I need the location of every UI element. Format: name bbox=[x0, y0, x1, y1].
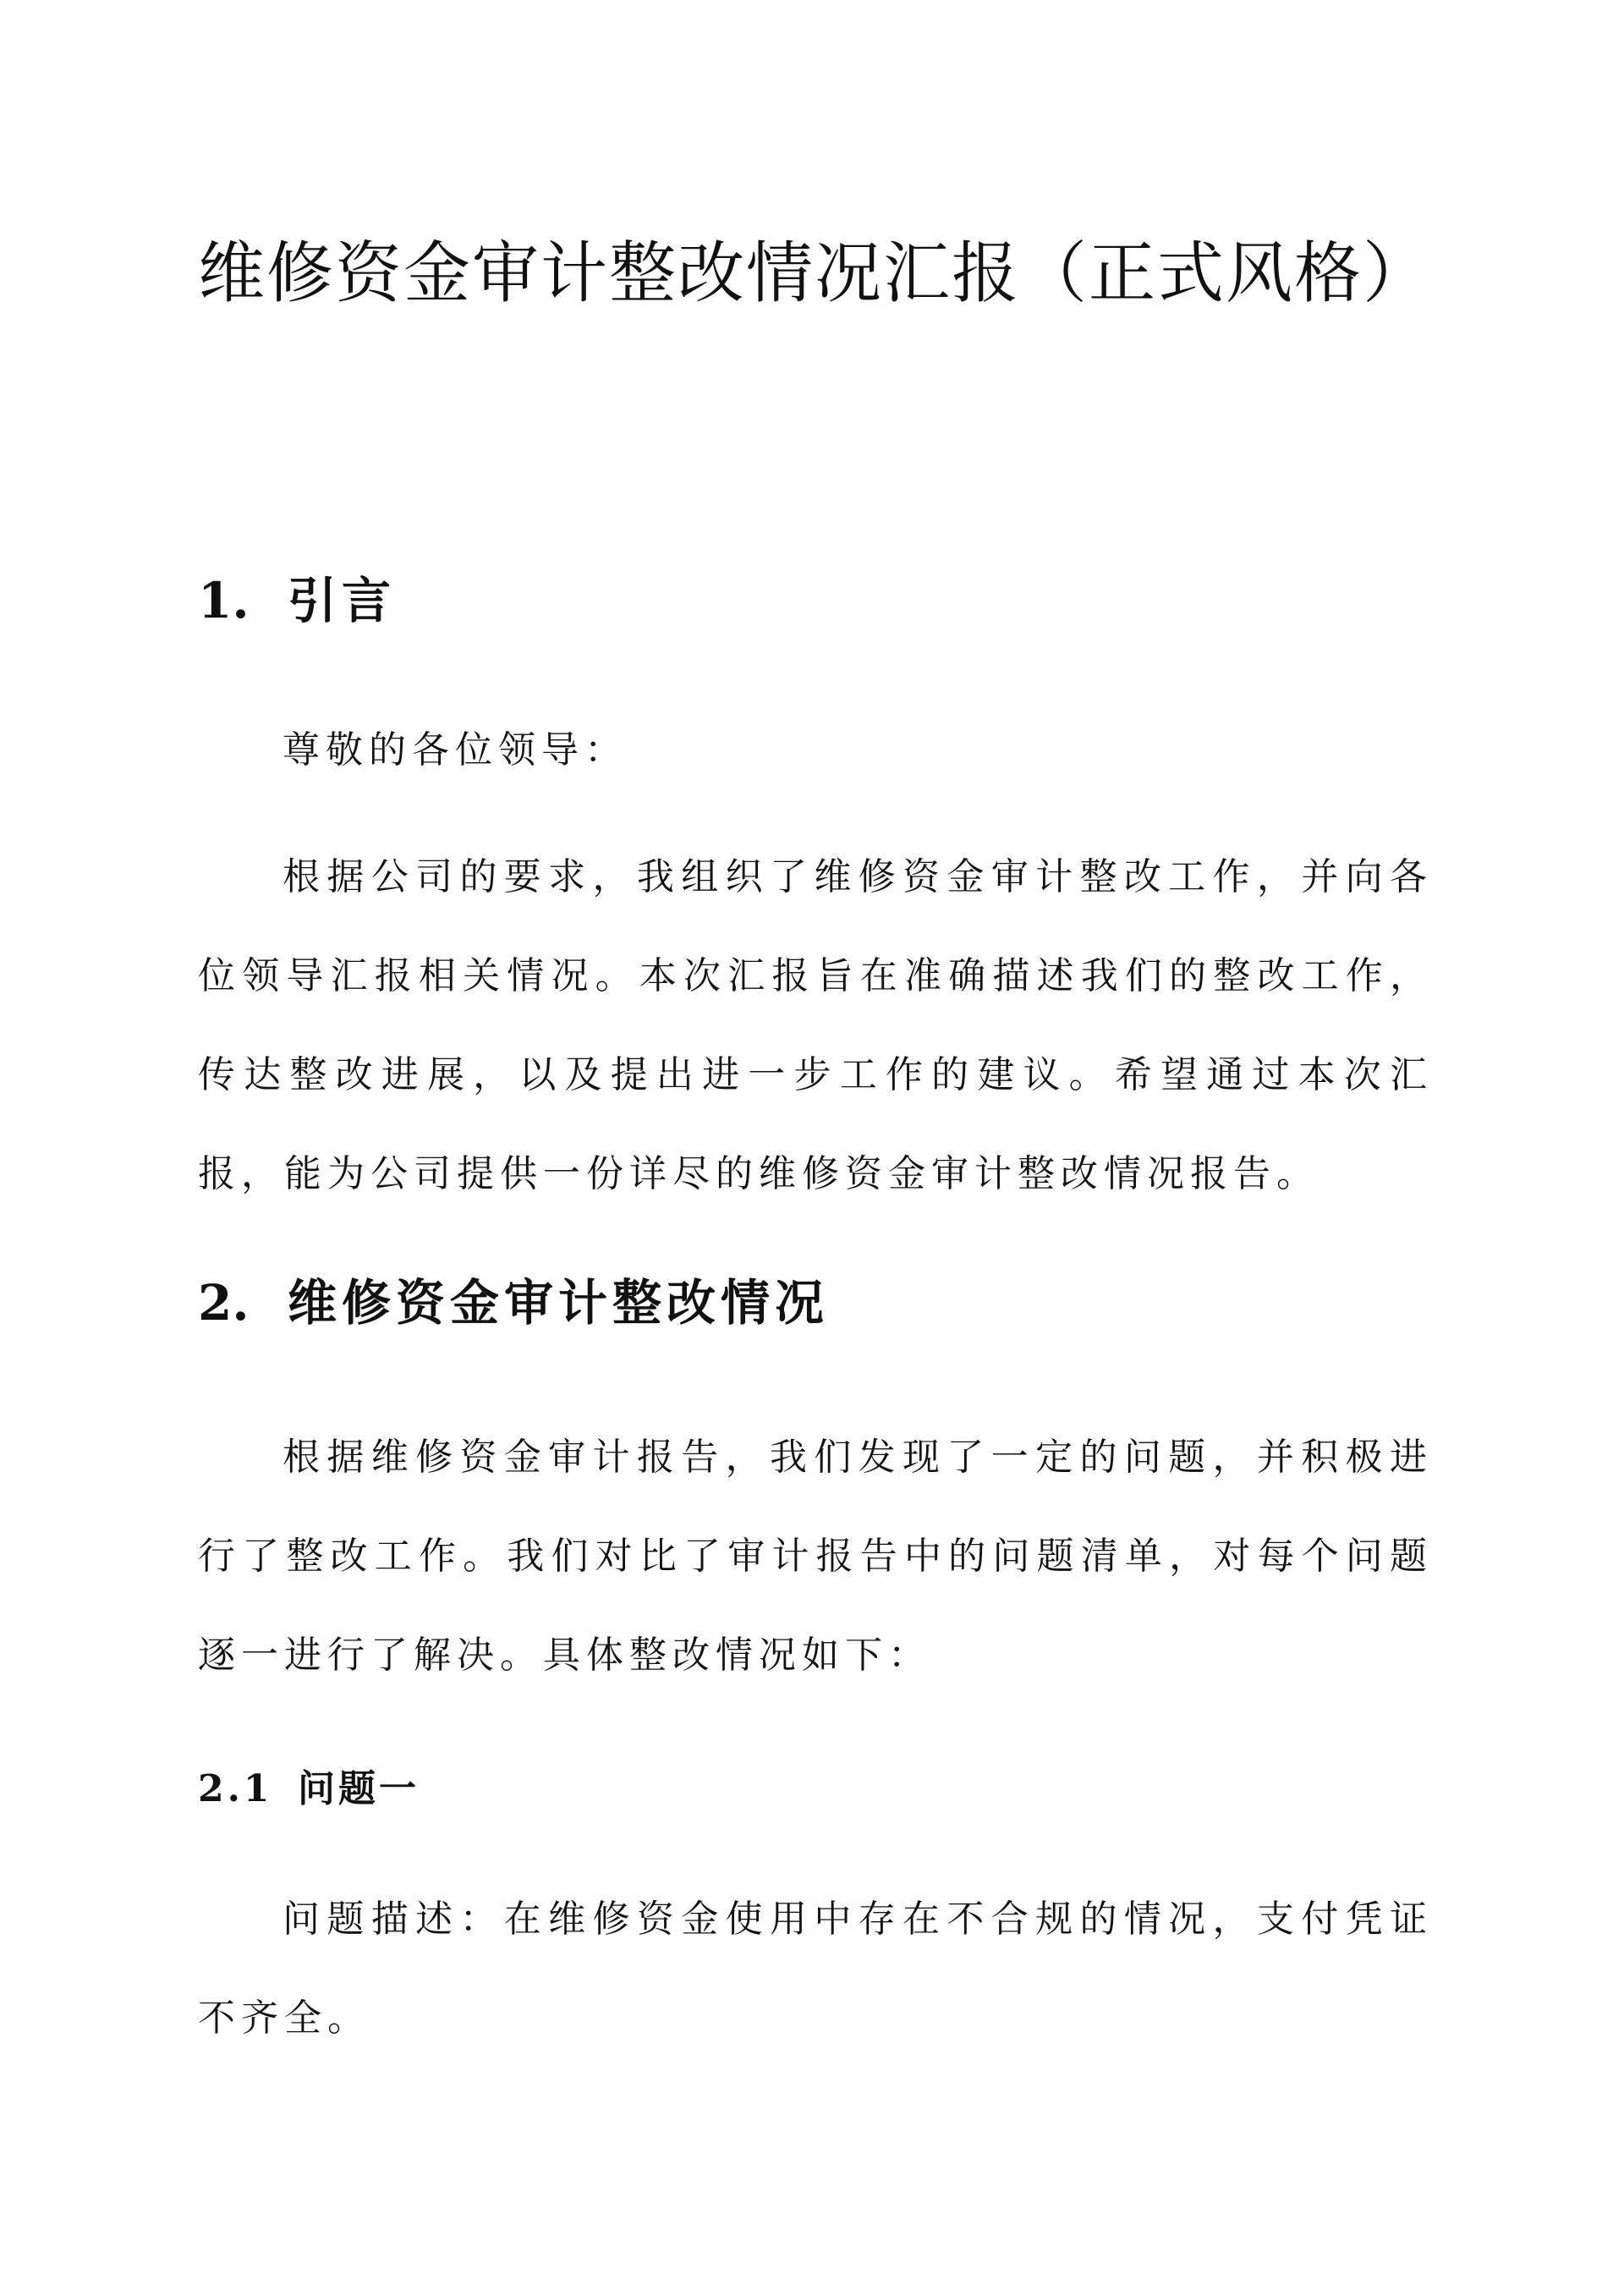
section-heading-audit-rectification bbox=[198, 1269, 829, 1337]
issue-description-paragraph: 问题描述：在维修资金使用中存在不合规的情况，支付凭证不齐全。 bbox=[198, 1898, 1433, 2040]
introduction-paragraph: 根据公司的要求，我组织了维修资金审计整改工作，并向各位领导汇报相关情况。本次汇报旨在准确描述我们的整改工作，传达整改进展，以及提出进一步工作的建议。希望通过本次汇报，能为公司提供一份详尽的维修资金审计整改情况报告。 bbox=[198, 855, 1433, 1195]
section-number: 1. bbox=[198, 572, 250, 629]
subsection-title: 问题一 bbox=[298, 1767, 420, 1810]
salutation-paragraph: 尊敬的各位领导： bbox=[283, 728, 628, 772]
section-title: 维修资金审计整改情况 bbox=[288, 1274, 830, 1332]
subsection-number: 2.1 bbox=[198, 1767, 273, 1810]
section-number: 2. bbox=[198, 1274, 250, 1332]
subsection-heading-issue-one bbox=[198, 1764, 420, 1815]
section-heading-introduction bbox=[198, 567, 396, 634]
section-title: 引言 bbox=[288, 572, 397, 629]
document-title: 维修资金审计整改情况汇报（正式风格） bbox=[198, 234, 1431, 312]
audit-summary-paragraph: 根据维修资金审计报告，我们发现了一定的问题，并积极进行了整改工作。我们对比了审计报告中的问题清单，对每个问题逐一进行了解决。具体整改情况如下： bbox=[198, 1436, 1433, 1677]
